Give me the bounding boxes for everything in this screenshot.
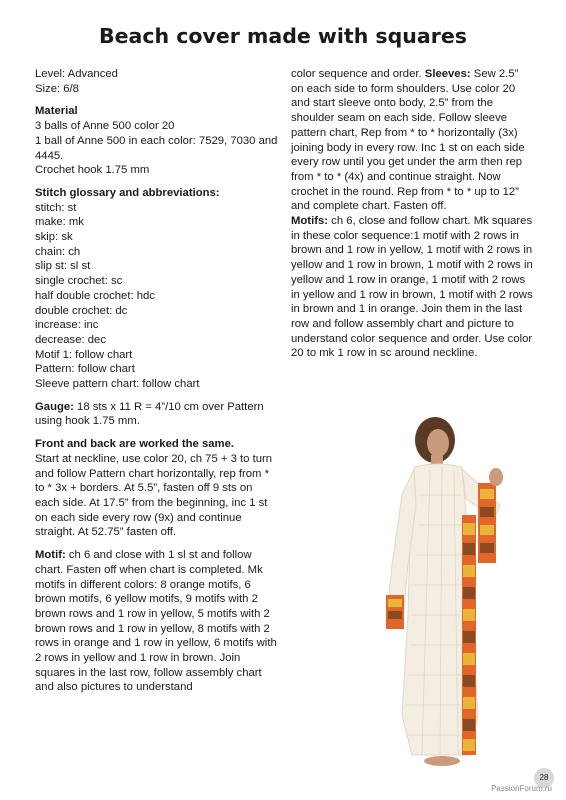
glossary-line: slip st: sl st bbox=[35, 260, 91, 273]
model-face bbox=[427, 429, 449, 457]
glossary-line: make: mk bbox=[35, 216, 84, 229]
glossary-line: Sleeve pattern chart: follow chart bbox=[35, 378, 200, 391]
watermark: PassionForum.ru bbox=[491, 784, 552, 793]
glossary-line: single crochet: sc bbox=[35, 275, 123, 288]
glossary-line: increase: inc bbox=[35, 319, 99, 332]
model-photo bbox=[350, 415, 530, 770]
model-hand bbox=[489, 468, 503, 486]
material-line: 3 balls of Anne 500 color 20 bbox=[35, 120, 175, 133]
material-line: Crochet hook 1.75 mm bbox=[35, 164, 150, 177]
side-panel-squares bbox=[462, 515, 476, 755]
glossary-line: Motif 1: follow chart bbox=[35, 348, 133, 361]
front-back-heading: Front and back are worked the same. bbox=[35, 438, 235, 451]
motif-paragraph: Motif: ch 6 and close with 1 sl st and follow chart. Fasten off when chart is completed. Mk motifs in different colors: 8 orange motifs, 6 brown motifs, 6 yellow motifs, 9 motifs with 2 brown rows and 1 row in yellow, 5 motifs with 2 brown rows and 1 row in yellow, 8 motifs with 2 rows in orange and 1 row in yellow, 6 motifs with 2 rows in yellow and 1 row in brown. Join squares in the last row, follow assembly chart and also pictures to understand bbox=[35, 549, 277, 694]
level-text: Level: Advanced bbox=[35, 68, 118, 80]
page-number: 28 bbox=[534, 768, 554, 788]
glossary-line: stitch: st bbox=[35, 201, 77, 214]
front-back-paragraph: Start at neckline, use color 20, ch 75 + 3 to turn and follow Pattern chart horizontally, rep from * to * 3x + borders. At 5.5”, fasten off 9 sts on each side. At 17.5” from the beginning, inc 1 st on each side every row (9x) and continue straight. At 52.75” fasten off. bbox=[35, 452, 273, 539]
model-feet bbox=[424, 756, 460, 766]
gauge-paragraph: Gauge: 18 sts x 11 R = 4”/10 cm over Pattern using hook 1.75 mm. bbox=[35, 400, 264, 428]
glossary-line: half double crochet: hdc bbox=[35, 289, 155, 302]
glossary-line: chain: ch bbox=[35, 245, 81, 258]
motifs-paragraph: Motifs: ch 6, close and follow chart. Mk squares in these color sequence:1 motif with 2 rows in brown and 1 row in yellow, 1 motif with 2 rows in yellow and 1 row in brown, 1 motif with 2 rows in yellow and 1 row in orange, 1 motif with 2 rows in yellow and 1 row in brown, 1 motif with 2 rows in brown and 1 in orange. Join them in the last row and follow assembly chart and picture to understand color sequence and order. Use color 20 to mk 1 row in sc around neckline. bbox=[291, 215, 533, 360]
sleeves-paragraph: color sequence and order. Sleeves: Sew 2.5” on each side to form shoulders. Use color 20 and start sleeve onto body, 2.5” from the shoulder seam on each side. Follow sleeve pattern chart, Rep from * to * horizontally (3x) joining body in every row. Inc 1 st on each side every row until you get under the arm then rep from * to * (4x) and continue straight. Now crochet in the round. Rep from * to * up to 12” and complete chart. Fasten off. bbox=[291, 68, 525, 213]
glossary-line: skip: sk bbox=[35, 231, 73, 244]
glossary-heading: Stitch glossary and abbreviations: bbox=[35, 186, 220, 199]
left-column bbox=[35, 67, 280, 695]
right-column bbox=[291, 67, 534, 361]
material-heading: Material bbox=[35, 105, 78, 118]
glossary-line: decrease: dec bbox=[35, 333, 106, 346]
glossary-line: double crochet: dc bbox=[35, 304, 128, 317]
page-title: Beach cover made with squares bbox=[99, 24, 467, 48]
material-line: 1 ball of Anne 500 in each color: 7529, 7030 and 4445. bbox=[35, 134, 278, 162]
size-text: Size: 6/8 bbox=[35, 82, 79, 95]
glossary-line: Pattern: follow chart bbox=[35, 363, 135, 376]
